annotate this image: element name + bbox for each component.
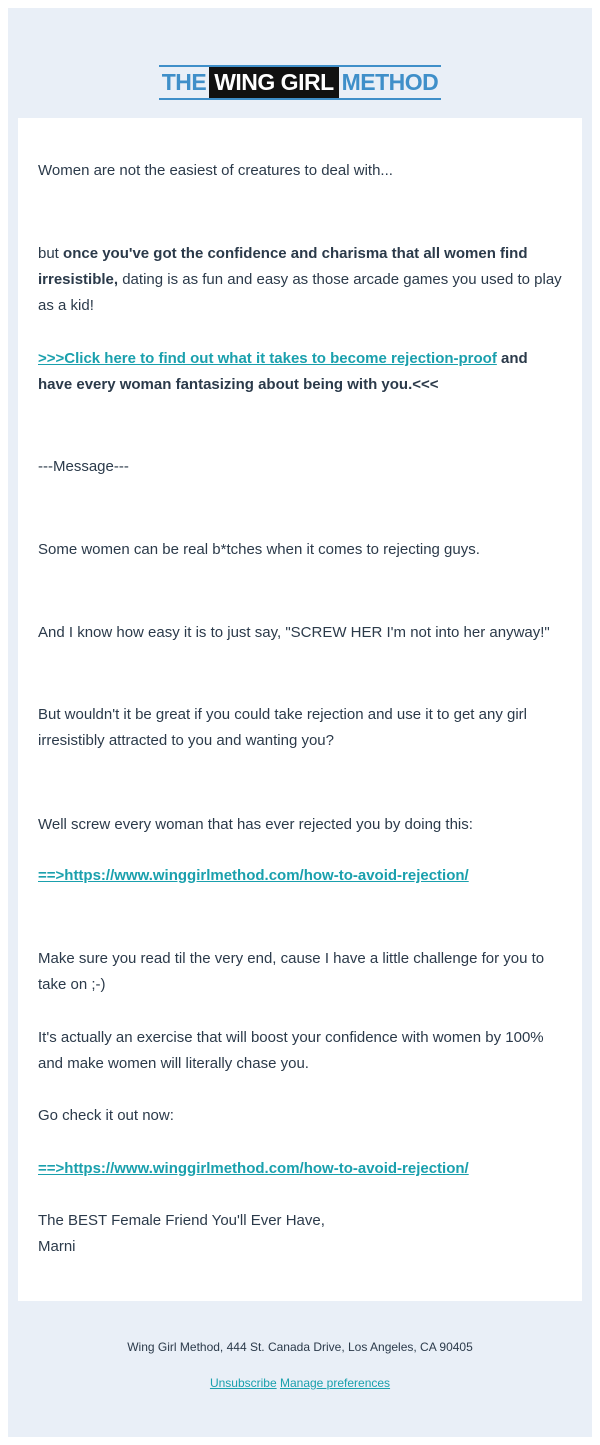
email-body-card xyxy=(18,118,582,1301)
intro-text: Women are not the easiest of creatures to deal with... xyxy=(38,162,393,179)
email-background xyxy=(8,8,592,1437)
logo-the: THE xyxy=(161,69,207,95)
confidence-prefix: but xyxy=(38,245,64,262)
confidence-bold: once you've got the confidence and charisma that all women find irresistible, xyxy=(38,245,528,288)
rejection-link-1[interactable]: ==>https://www.winggirlmethod.com/how-to-avoid-rejection/ xyxy=(38,867,469,884)
cta-rest: and have every woman fantasizing about being with you.<<< xyxy=(38,350,528,393)
signoff xyxy=(38,1208,563,1260)
link-paragraph-2 xyxy=(38,1156,563,1182)
rejection-question: But wouldn't it be great if you could take rejection and use it to get any girl irresistibly attracted to you and wanting you? xyxy=(38,706,527,749)
confidence-paragraph xyxy=(38,241,563,319)
logo-wing-girl: WING GIRL xyxy=(209,67,338,98)
challenge-text: Make sure you read til the very end, cause I have a little challenge for you to take on ;-) xyxy=(38,950,545,993)
signature: Marni xyxy=(38,1238,76,1255)
signoff-line: The BEST Female Friend You'll Ever Have, xyxy=(38,1212,325,1229)
screw-every-woman-text: Well screw every woman that has ever rejected you by doing this: xyxy=(38,816,473,833)
rejection-link-2[interactable]: ==>https://www.winggirlmethod.com/how-to-avoid-rejection/ xyxy=(38,1160,469,1177)
exercise-text: It's actually an exercise that will boost your confidence with women by 100% and make women will literally chase you. xyxy=(38,1029,544,1072)
rejection-text: Some women can be real b*tches when it comes to rejecting guys. xyxy=(38,541,480,558)
link-paragraph-1 xyxy=(38,863,563,889)
cta-paragraph xyxy=(38,346,563,398)
unsubscribe-link[interactable]: Unsubscribe xyxy=(209,1376,277,1390)
screw-her-text: And I know how easy it is to just say, "SCREW HER I'm not into her anyway!" xyxy=(38,624,550,641)
logo-method: METHOD xyxy=(341,69,439,95)
cta-link[interactable]: >>>Click here to find out what it takes to become rejection-proof xyxy=(38,350,497,367)
confidence-rest: dating is as fun and easy as those arcade games you used to play as a kid! xyxy=(38,271,562,314)
brand-logo[interactable] xyxy=(8,65,592,99)
check-it-out-text: Go check it out now: xyxy=(38,1107,174,1124)
message-label: ---Message--- xyxy=(38,458,129,475)
footer-links xyxy=(8,1376,592,1390)
footer-address: Wing Girl Method, 444 St. Canada Drive, Los Angeles, CA 90405 xyxy=(127,1340,473,1354)
manage-preferences-link[interactable]: Manage preferences xyxy=(279,1376,391,1390)
